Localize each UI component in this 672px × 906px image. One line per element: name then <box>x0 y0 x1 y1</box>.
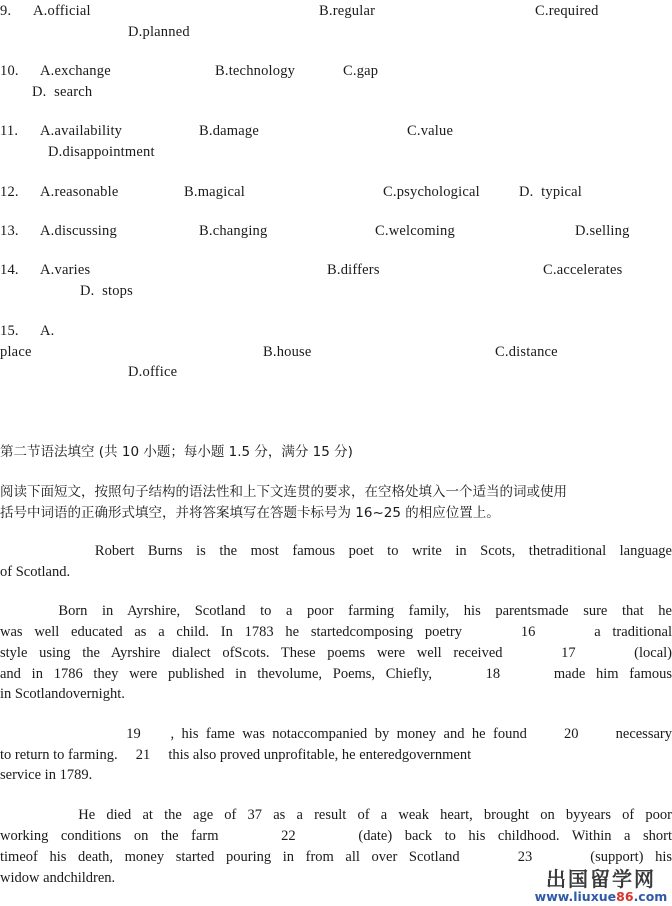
option-b: B.technology <box>215 63 296 79</box>
question-number: 11. <box>0 123 19 139</box>
question-number: 14. <box>0 262 19 278</box>
watermark-url-suffix: .com <box>633 889 668 904</box>
option-b: B.regular <box>319 3 376 19</box>
passage-line: Robert Burns is the most famous poet to write in Scots, thetraditional language <box>0 543 672 559</box>
watermark-url-accent: 86 <box>616 889 634 904</box>
option-c: C.required <box>535 3 599 19</box>
passage-line: was well educated as a child. In 1783 he startedcomposing poetry 16 a traditional <box>0 624 672 640</box>
question-number: 13. <box>0 223 19 239</box>
option-d: D.office <box>128 364 178 380</box>
option-c: C.accelerates <box>543 262 623 278</box>
section-heading: 第二节语法填空 (共 10 小题；每小题 1.5 分，满分 15 分) <box>0 444 353 460</box>
passage-line: widow andchildren. <box>0 870 116 886</box>
passage-line: Born in Ayrshire, Scotland to a poor farming family, his parentsmade sure that he <box>0 603 672 619</box>
option-b: B.differs <box>327 262 380 278</box>
option-c: C.value <box>407 123 454 139</box>
passage-line: and in 1786 they were published in thevolume, Poems, Chiefly, 18 made him famous <box>0 666 672 682</box>
option-a-text: place <box>0 344 32 360</box>
option-c: C.welcoming <box>375 223 455 239</box>
question-number: 10. <box>0 63 19 79</box>
passage-line: in Scotlandovernight. <box>0 686 125 702</box>
option-a: A.varies <box>40 262 91 278</box>
watermark-logo <box>533 868 669 904</box>
option-d: D.selling <box>575 223 630 239</box>
question-number: 15. <box>0 323 19 339</box>
question-number: 12. <box>0 184 19 200</box>
passage-line: timeof his death, money started pouring in from all over Scotland 23 (support) his <box>0 849 672 865</box>
option-a: A.exchange <box>40 63 111 79</box>
option-b: B.magical <box>184 184 245 200</box>
option-d: D.planned <box>128 24 190 40</box>
passage-line: 19 , his fame was notaccompanied by money and he found 20 necessary <box>0 726 672 742</box>
option-c: C.distance <box>495 344 558 360</box>
passage-line: working conditions on the farm 22 (date) back to his childhood. Within a short <box>0 828 672 844</box>
option-b: B.house <box>263 344 312 360</box>
option-d: D. search <box>32 84 93 100</box>
watermark-url <box>533 890 669 904</box>
option-d: D. stops <box>80 283 133 299</box>
passage-line: style using the Ayrshire dialect ofScots. These poems were well received 17 (local) <box>0 645 672 661</box>
option-b: B.changing <box>199 223 268 239</box>
option-b: B.damage <box>199 123 259 139</box>
option-c: C.gap <box>343 63 379 79</box>
instruction-line: 阅读下面短文，按照句子结构的语法性和上下文连贯的要求，在空格处填入一个适当的词或使用 <box>0 484 567 500</box>
option-a: A.discussing <box>40 223 117 239</box>
question-number: 9. <box>0 3 12 19</box>
passage-line: to return to farming. 21 this also proved unprofitable, he enteredgovernment <box>0 747 472 763</box>
option-d: D. typical <box>519 184 583 200</box>
option-a: A.reasonable <box>40 184 119 200</box>
option-a: A.availability <box>40 123 123 139</box>
option-d: D.disappointment <box>48 144 155 160</box>
option-a: A.official <box>33 3 91 19</box>
option-a: A. <box>40 323 55 339</box>
watermark-title: 出国留学网 <box>546 867 656 891</box>
passage-line: He died at the age of 37 as a result of a weak heart, brought on byyears of poor <box>0 807 672 823</box>
passage-line: service in 1789. <box>0 767 93 783</box>
watermark-url-prefix: www.liuxue <box>534 889 617 904</box>
option-c: C.psychological <box>383 184 480 200</box>
passage-line: of Scotland. <box>0 564 71 580</box>
instruction-line: 括号中词语的正确形式填空，并将答案填写在答题卡标号为 16~25 的相应位置上。 <box>0 505 500 521</box>
